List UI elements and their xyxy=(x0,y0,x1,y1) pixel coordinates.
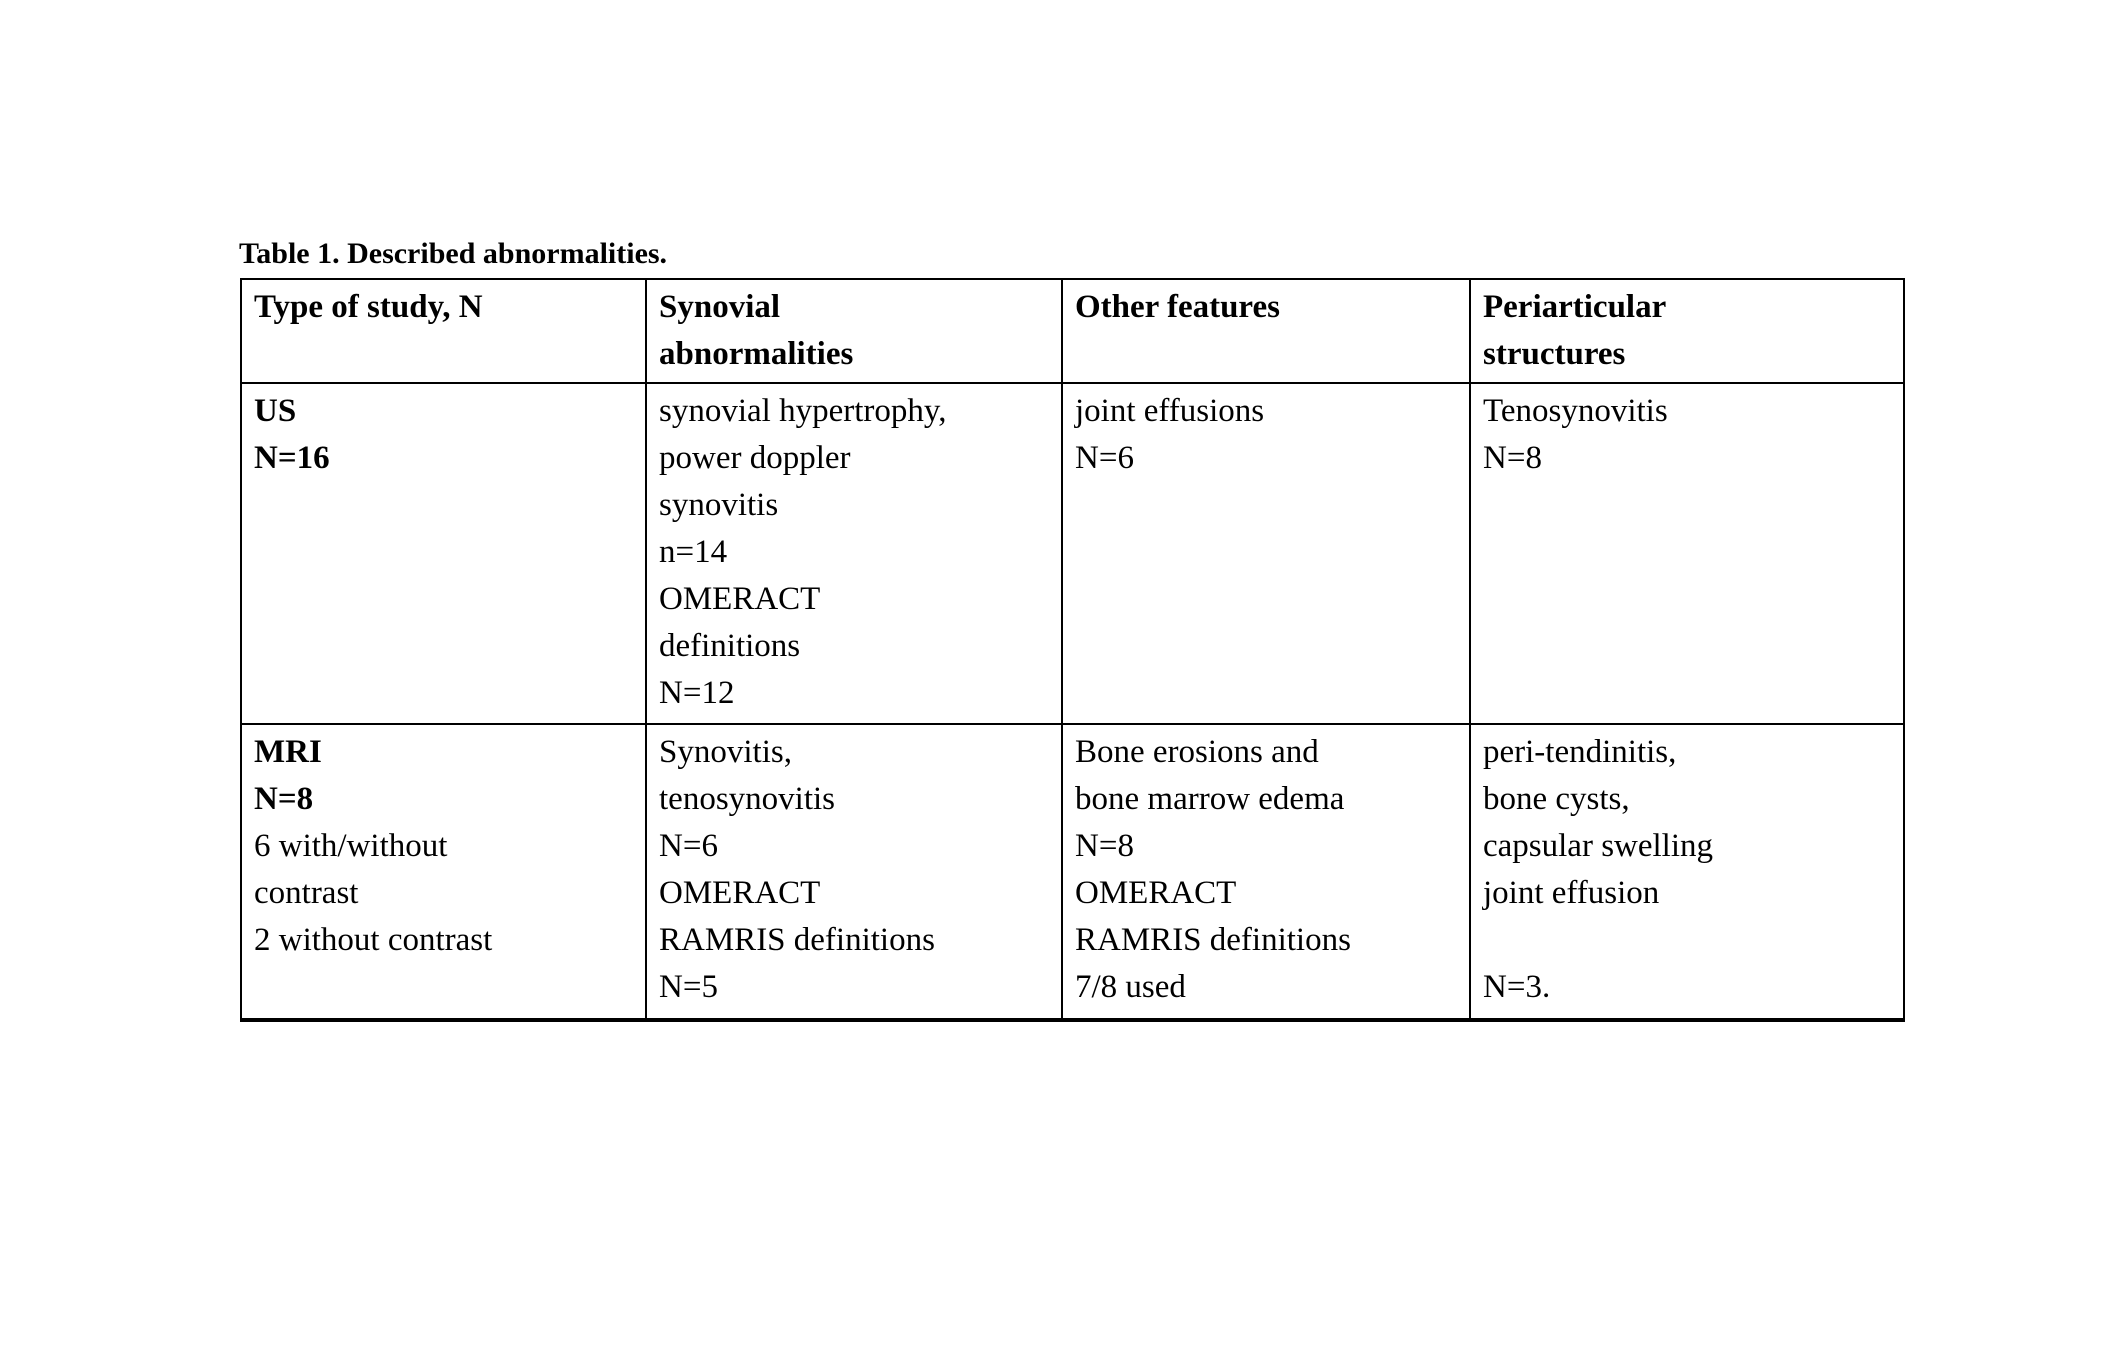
header-row xyxy=(241,279,1904,383)
cell-line: 2 without contrast xyxy=(254,922,493,958)
cell-line: N=8 xyxy=(1483,440,1542,476)
table-row-us xyxy=(241,383,1904,724)
cell-line: Synovitis, xyxy=(659,734,792,770)
cell-line: Tenosynovitis xyxy=(1483,393,1668,429)
cell-line: RAMRIS definitions xyxy=(1075,922,1351,958)
cell-line: OMERACT xyxy=(1075,875,1237,911)
cell-line: abnormalities xyxy=(659,336,854,372)
cell-line xyxy=(1483,917,1893,964)
cell-us-type xyxy=(241,383,646,724)
cell-line: N=8 xyxy=(254,781,314,817)
cell-line: RAMRIS definitions xyxy=(659,922,935,958)
cell-line: US xyxy=(254,393,297,429)
cell-line: Type of study, N xyxy=(254,289,483,325)
cell-line: bone cysts, xyxy=(1483,781,1630,817)
cell-line: N=6 xyxy=(1075,440,1134,476)
cell-line: tenosynovitis xyxy=(659,781,836,817)
cell-us-synovial xyxy=(646,383,1062,724)
cell-line: peri-tendinitis, xyxy=(1483,734,1677,770)
cell-line: bone marrow edema xyxy=(1075,781,1345,817)
cell-line: N=8 xyxy=(1075,828,1134,864)
header-cell-type-of-study xyxy=(241,279,646,383)
cell-line: N=12 xyxy=(659,675,735,711)
cell-line: joint effusions xyxy=(1075,393,1265,429)
cell-line: capsular swelling xyxy=(1483,828,1714,864)
cell-line: 7/8 used xyxy=(1075,969,1186,1005)
cell-us-other xyxy=(1062,383,1470,724)
header-cell-synovial-abnormalities xyxy=(646,279,1062,383)
cell-line: Synovial xyxy=(659,289,781,325)
cell-line: definitions xyxy=(659,628,801,664)
cell-line: OMERACT xyxy=(659,581,821,617)
cell-line: N=3. xyxy=(1483,969,1551,1005)
cell-mri-other xyxy=(1062,724,1470,1020)
cell-mri-synovial xyxy=(646,724,1062,1020)
cell-line: N=5 xyxy=(659,969,718,1005)
header-cell-periarticular-structures xyxy=(1470,279,1904,383)
cell-line: contrast xyxy=(254,875,359,911)
cell-line: synovial hypertrophy, xyxy=(659,393,947,429)
cell-line: OMERACT xyxy=(659,875,821,911)
cell-line: joint effusion xyxy=(1483,875,1660,911)
header-cell-other-features xyxy=(1062,279,1470,383)
cell-line: synovitis xyxy=(659,487,779,523)
cell-line: power doppler xyxy=(659,440,851,476)
cell-mri-type xyxy=(241,724,646,1020)
cell-us-periarticular xyxy=(1470,383,1904,724)
cell-line: Periarticular xyxy=(1483,289,1667,325)
cell-line: Other features xyxy=(1075,289,1280,325)
cell-line: Bone erosions and xyxy=(1075,734,1319,770)
table-caption: Table 1. Described abnormalities. xyxy=(239,237,668,270)
cell-line: MRI xyxy=(254,734,322,770)
table-row-mri xyxy=(241,724,1904,1020)
cell-line: structures xyxy=(1483,336,1626,372)
cell-mri-periarticular xyxy=(1470,724,1904,1020)
cell-line: N=6 xyxy=(659,828,718,864)
abnormalities-table xyxy=(240,278,1905,1022)
cell-line: n=14 xyxy=(659,534,728,570)
cell-line: N=16 xyxy=(254,440,330,476)
cell-line: 6 with/without xyxy=(254,828,448,864)
